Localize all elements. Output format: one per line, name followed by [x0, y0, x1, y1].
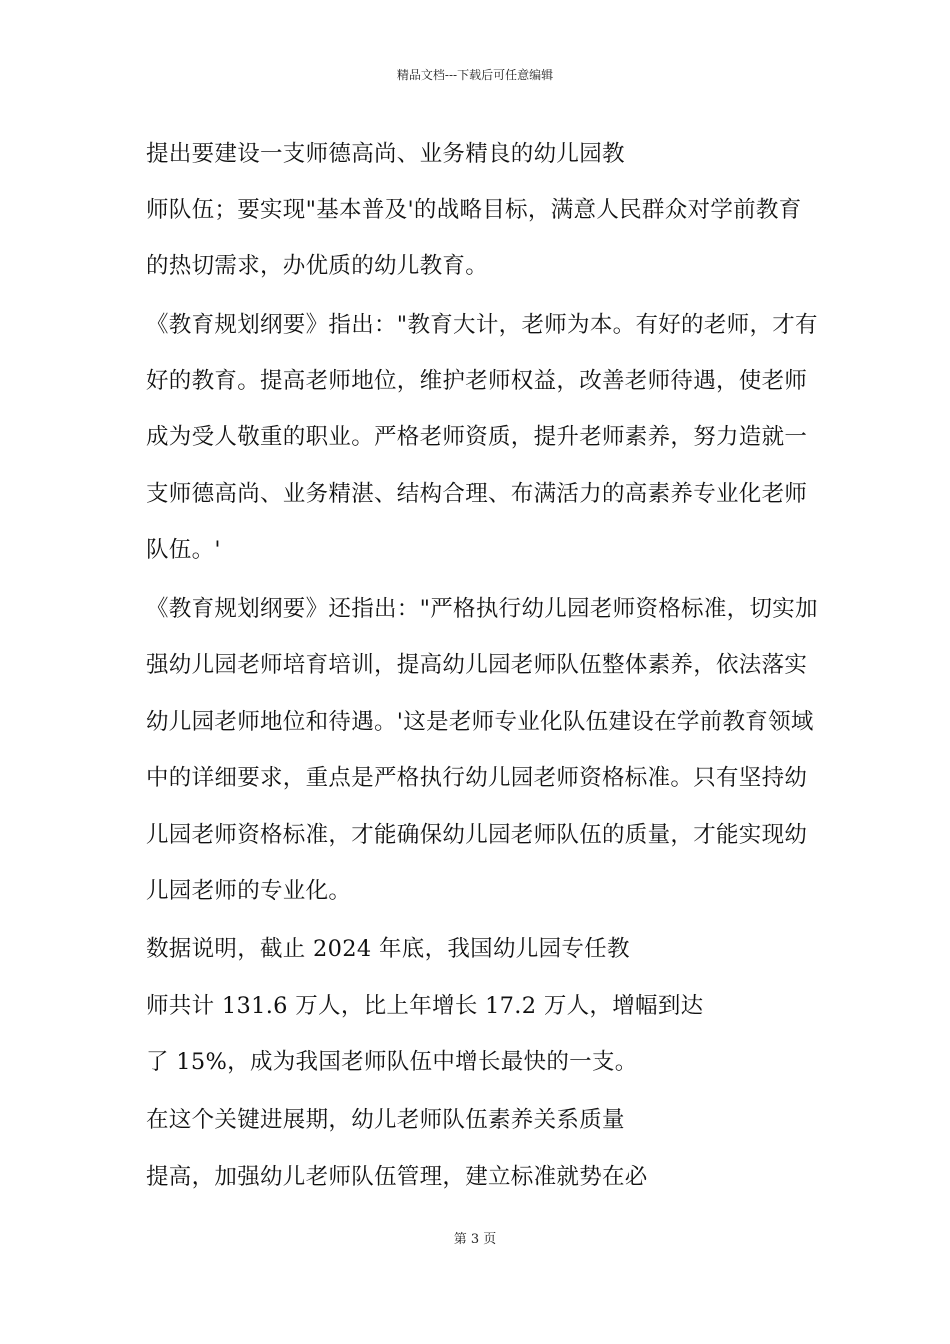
text-line: 支师德高尚、业务精湛、结构合理、布满活力的高素养专业化老师 — [146, 481, 808, 507]
page-header: 精品文档---下载后可任意编辑 — [396, 68, 554, 82]
text-line: 提出要建设一支师德高尚、业务精良的幼儿园教 — [146, 141, 625, 167]
text-line: 成为受人敬重的职业。严格老师资质，提升老师素养，努力造就一 — [146, 424, 808, 450]
text-line: 《教育规划纲要》指出："教育大计，老师为本。有好的老师，才有 — [146, 312, 818, 338]
text-line: 中的详细要求，重点是严格执行幼儿园老师资格标准。只有坚持幼 — [146, 765, 808, 791]
text-line: 《教育规划纲要》还指出："严格执行幼儿园老师资格标准，切实加 — [146, 596, 818, 622]
text-line: 队伍。' — [146, 537, 221, 563]
text-line: 儿园老师的专业化。 — [146, 878, 352, 904]
text-line: 数据说明，截止 2024 年底，我国幼儿园专任教 — [146, 936, 630, 962]
text-line: 好的教育。提高老师地位，维护老师权益，改善老师待遇，使老师 — [146, 368, 808, 394]
text-line: 强幼儿园老师培育培训，提高幼儿园老师队伍整体素养，依法落实 — [146, 652, 808, 678]
text-line: 提高，加强幼儿老师队伍管理，建立标准就势在必 — [146, 1164, 648, 1190]
text-line: 师队伍；要实现"基本普及'的战略目标，满意人民群众对学前教育 — [146, 197, 802, 223]
text-line: 了 15%，成为我国老师队伍中增长最快的一支。 — [146, 1049, 638, 1075]
text-line: 在这个关键进展期，幼儿老师队伍素养关系质量 — [146, 1107, 625, 1133]
page-number: 第 3 页 — [453, 1232, 497, 1247]
text-line: 幼儿园老师地位和待遇。'这是老师专业化队伍建设在学前教育领域 — [146, 709, 814, 735]
text-line: 的热切需求，办优质的幼儿教育。 — [146, 253, 489, 279]
text-line: 儿园老师资格标准，才能确保幼儿园老师队伍的质量，才能实现幼 — [146, 822, 808, 848]
text-line: 师共计 131.6 万人，比上年增长 17.2 万人，增幅到达 — [146, 993, 704, 1019]
